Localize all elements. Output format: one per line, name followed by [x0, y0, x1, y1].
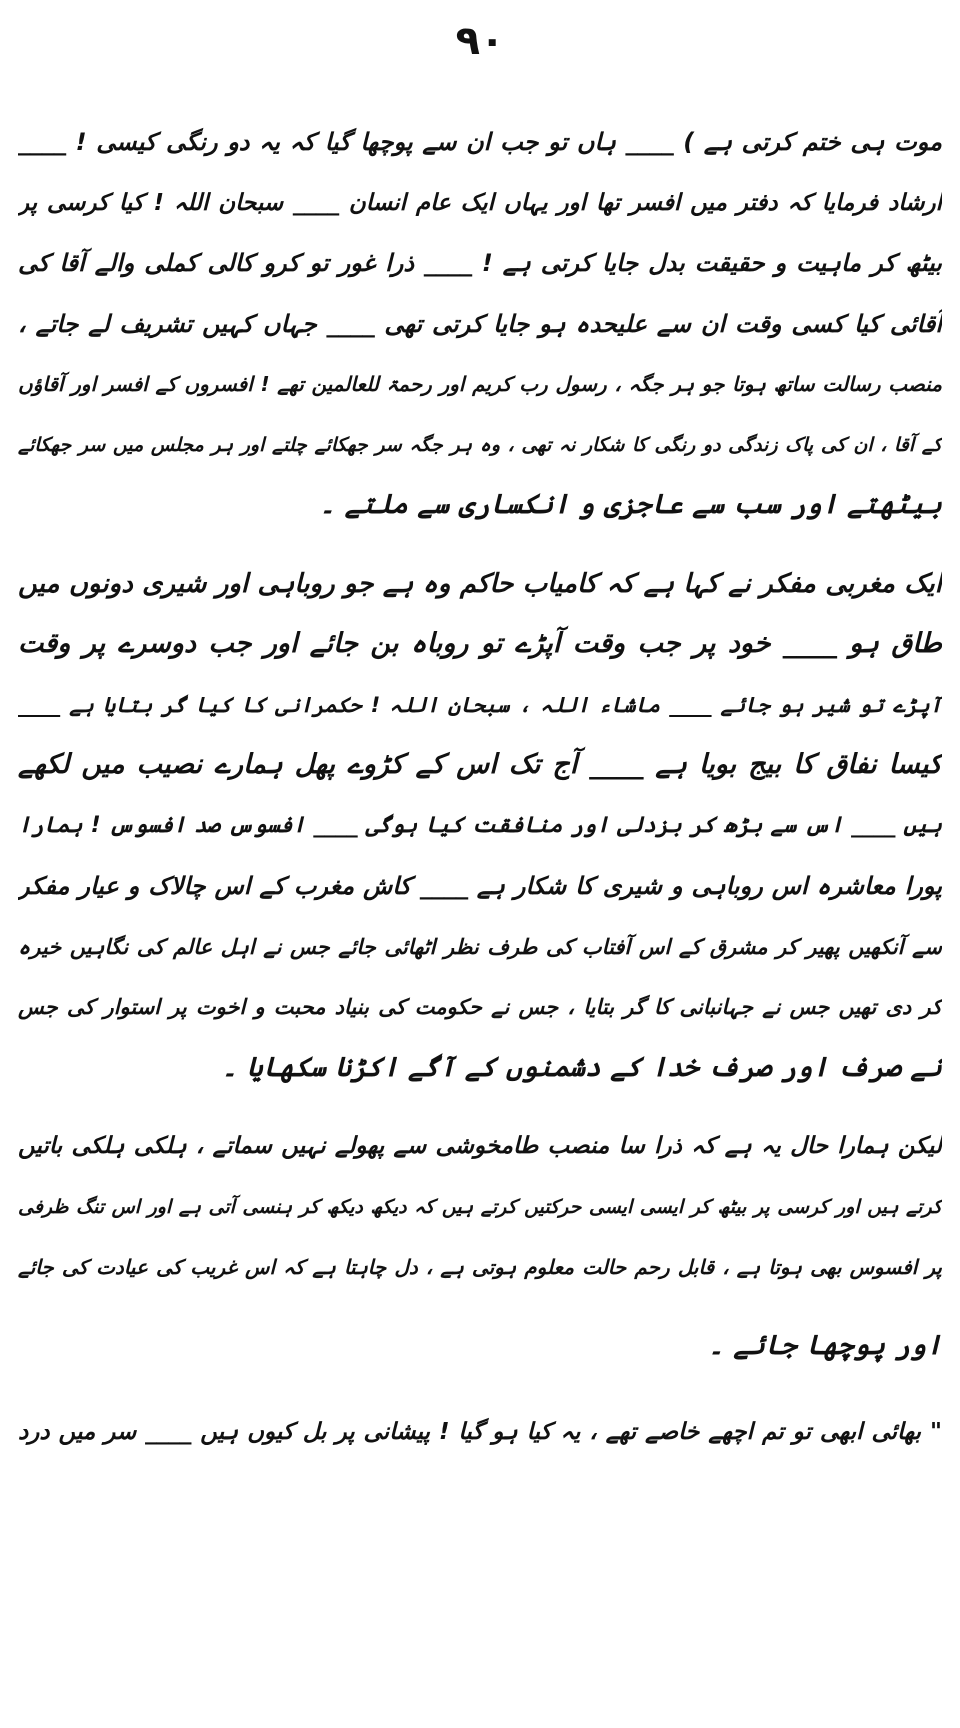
text-line: اور پوچھا جائے ۔ [708, 1329, 942, 1361]
text-line: منصب رسالت ساتھ ہوتا جو ہر جگہ ، رسول رب کریم اور رحمۃ للعالمین تھے ! افسروں کے افسر اور آقاؤں [18, 372, 942, 396]
text-line: کرتے ہیں اور کرسی پر بیٹھ کر ایسی ایسی حرکتیں کرتے ہیں کہ دیکھ دیکھ کر ہنسی آتی ہے اور اس تنگ ظرفی [18, 1195, 942, 1218]
text-line: آقائی کیا کسی وقت ان سے علیحدہ ہو جایا کرتی تھی ____ جہاں کہیں تشریف لے جاتے ، [18, 309, 942, 338]
text-line: ارشاد فرمایا کہ دفتر میں افسر تھا اور یہاں ایک عام انسان ____ سبحان اللہ ! کیا کرسی پر [18, 189, 942, 216]
text-line: کر دی تھیں جس نے جہانبانی کا گر بتایا ، جس نے حکومت کی بنیاد محبت و اخوت پر استوار کی جس [18, 995, 942, 1019]
text-line: آپڑے تو شیر ہو جائے ____ ماشاء اللہ ، سبحان اللہ ! حکمرانی کا کیا گر بتایا ہے ____ [18, 692, 942, 717]
text-line: پورا معاشرہ اس روباہی و شیری کا شکار ہے ____ کاش مغرب کے اس چالاک و عیار مفکر [18, 872, 942, 900]
text-line: ہیں ____ اس سے بڑھ کر بزدلی اور منافقت کیا ہوگی ____ افسوس صد افسوس ! ہمارا [18, 812, 942, 838]
text-line: موت ہی ختم کرتی ہے ) ____ ہاں تو جب ان سے پوچھا گیا کہ یہ دو رنگی کیسی ! ____ [18, 128, 942, 156]
text-line: بیٹھتے اور سب سے عاجزی و انکساری سے ملتے ۔ [319, 489, 942, 520]
text-line: کے آقا ، ان کی پاک زندگی دو رنگی کا شکار نہ تھی ، وہ ہر جگہ سر جھکائے چلتے اور ہر مجلس میں سر جھکائے [18, 433, 942, 456]
text-line: " بھائی ابھی تو تم اچھے خاصے تھے ، یہ کیا ہو گیا ! پیشانی پر بل کیوں ہیں ____ سر میں درد [18, 1419, 942, 1445]
text-line: سے آنکھیں پھیر کر مشرق کے اس آفتاب کی طرف نظر اٹھائی جائے جس نے اہل عالم کی نگاہیں خیرہ [18, 934, 942, 959]
text-line: ایک مغربی مفکر نے کہا ہے کہ کامیاب حاکم وہ ہے جو روباہی اور شیری دونوں میں [18, 568, 942, 599]
page-number: ۹۰ [455, 18, 505, 64]
text-line: بیٹھ کر ماہیت و حقیقت بدل جایا کرتی ہے ! ____ ذرا غور تو کرو کالی کملی والے آقا کی [18, 249, 942, 277]
text-line: کیسا نفاق کا بیج بویا ہے ____ آج تک اس کے کڑوے پھل ہمارے نصیب میں لکھے [18, 749, 942, 780]
text-line: پر افسوس بھی ہوتا ہے ، قابل رحم حالت معلوم ہوتی ہے ، دل چاہتا ہے کہ اس غریب کی عیادت کی جائے [18, 1255, 942, 1279]
text-line: طاق ہو ____ خود پر جب وقت آپڑے تو روباہ بن جائے اور جب دوسرے پر وقت [18, 628, 942, 659]
text-line: نے صرف اور صرف خدا کے دشمنوں کے آگے اکڑنا سکھایا ۔ [221, 1051, 942, 1083]
text-line: لیکن ہمارا حال یہ ہے کہ ذرا سا منصب طامخوشی سے پھولے نہیں سماتے ، ہلکی ہلکی باتیں [18, 1133, 942, 1159]
body-text [18, 112, 942, 1463]
